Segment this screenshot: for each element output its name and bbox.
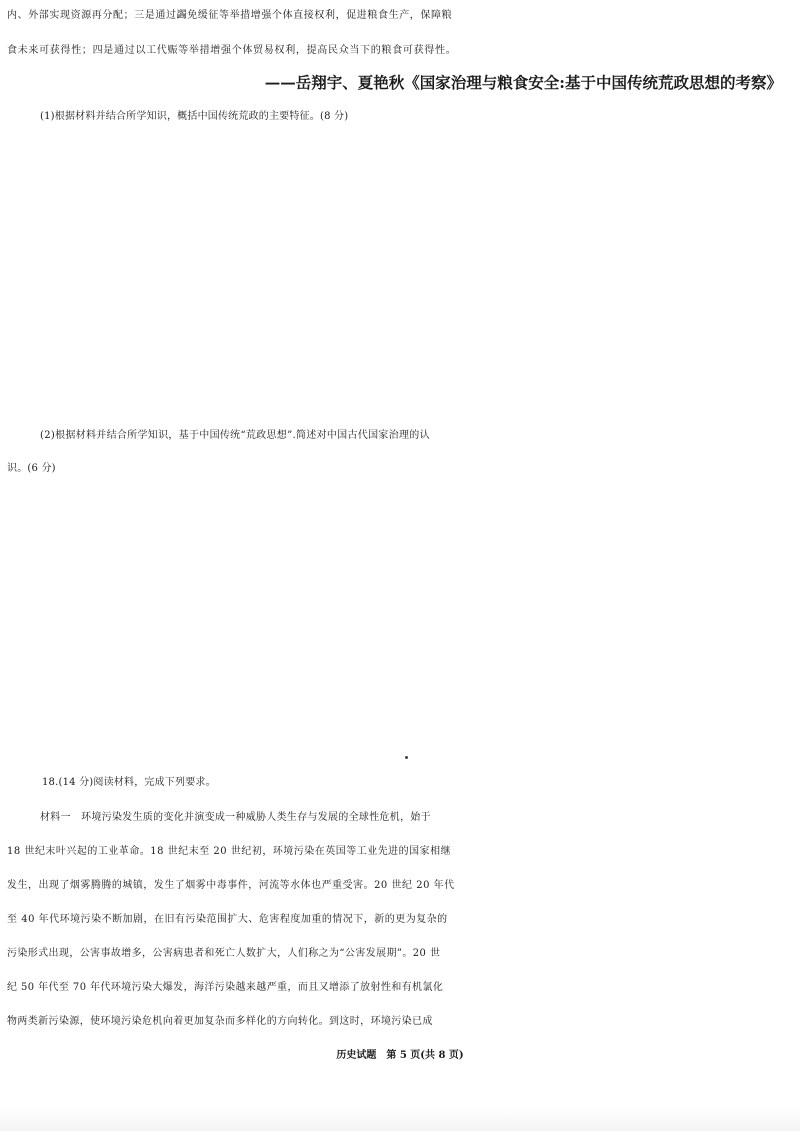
material-1-line: 至 40 年代环境污染不断加剧，在旧有污染范围扩大、危害程度加重的情况下，新的更为复杂的 xyxy=(7,914,448,925)
question-17-part-2-line-1: (2)根据材料并结合所学知识，基于中国传统“荒政思想”.简述对中国古代国家治理的认 xyxy=(40,430,430,441)
page-footer: 历史试题 第 5 页(共 8 页) xyxy=(336,1050,464,1061)
material-1-line: 物两类新污染源，使环境污染危机向着更加复杂而多样化的方向转化。到这时，环境污染已成 xyxy=(7,1016,433,1027)
stray-mark xyxy=(405,756,408,759)
page-bottom-edge xyxy=(0,1108,800,1131)
material-1-line: 纪 50 年代至 70 年代环境污染大爆发，海洋污染越来越严重，而且又增添了放射性和有机氯化 xyxy=(7,982,444,993)
material-1-line: 污染形式出现，公害事故增多，公害病患者和死亡人数扩大，人们称之为“公害发展期”。20 世 xyxy=(7,948,441,959)
material-1-line: 18 世纪末叶兴起的工业革命。18 世纪末至 20 世纪初，环境污染在英国等工业先进的国家相继 xyxy=(7,846,452,857)
material-1-line: 发生，出现了烟雾腾腾的城镇，发生了烟雾中毒事件，河流等水体也严重受害。20 世纪 20 年代 xyxy=(7,880,455,891)
question-18-heading: 18.(14 分)阅读材料，完成下列要求。 xyxy=(42,777,216,788)
source-citation: ——岳翔宇、夏艳秋《国家治理与粮食安全:基于中国传统荒政思想的考察》 xyxy=(264,73,782,92)
passage-line-1: 内、外部实现资源再分配；三是通过蠲免缓征等举措增强个体直接权利，促进粮食生产，保障粮 xyxy=(7,10,453,21)
passage-line-2: 食未来可获得性；四是通过以工代赈等举措增强个体贸易权利，提高民众当下的粮食可获得性。 xyxy=(7,45,457,56)
question-17-part-1: (1)根据材料并结合所学知识，概括中国传统荒政的主要特征。(8 分) xyxy=(40,111,349,122)
material-1-line: 材料一 环境污染发生质的变化并演变成一种威胁人类生存与发展的全球性危机，始于 xyxy=(40,812,431,823)
question-17-part-2-line-2: 识。(6 分) xyxy=(7,463,56,474)
